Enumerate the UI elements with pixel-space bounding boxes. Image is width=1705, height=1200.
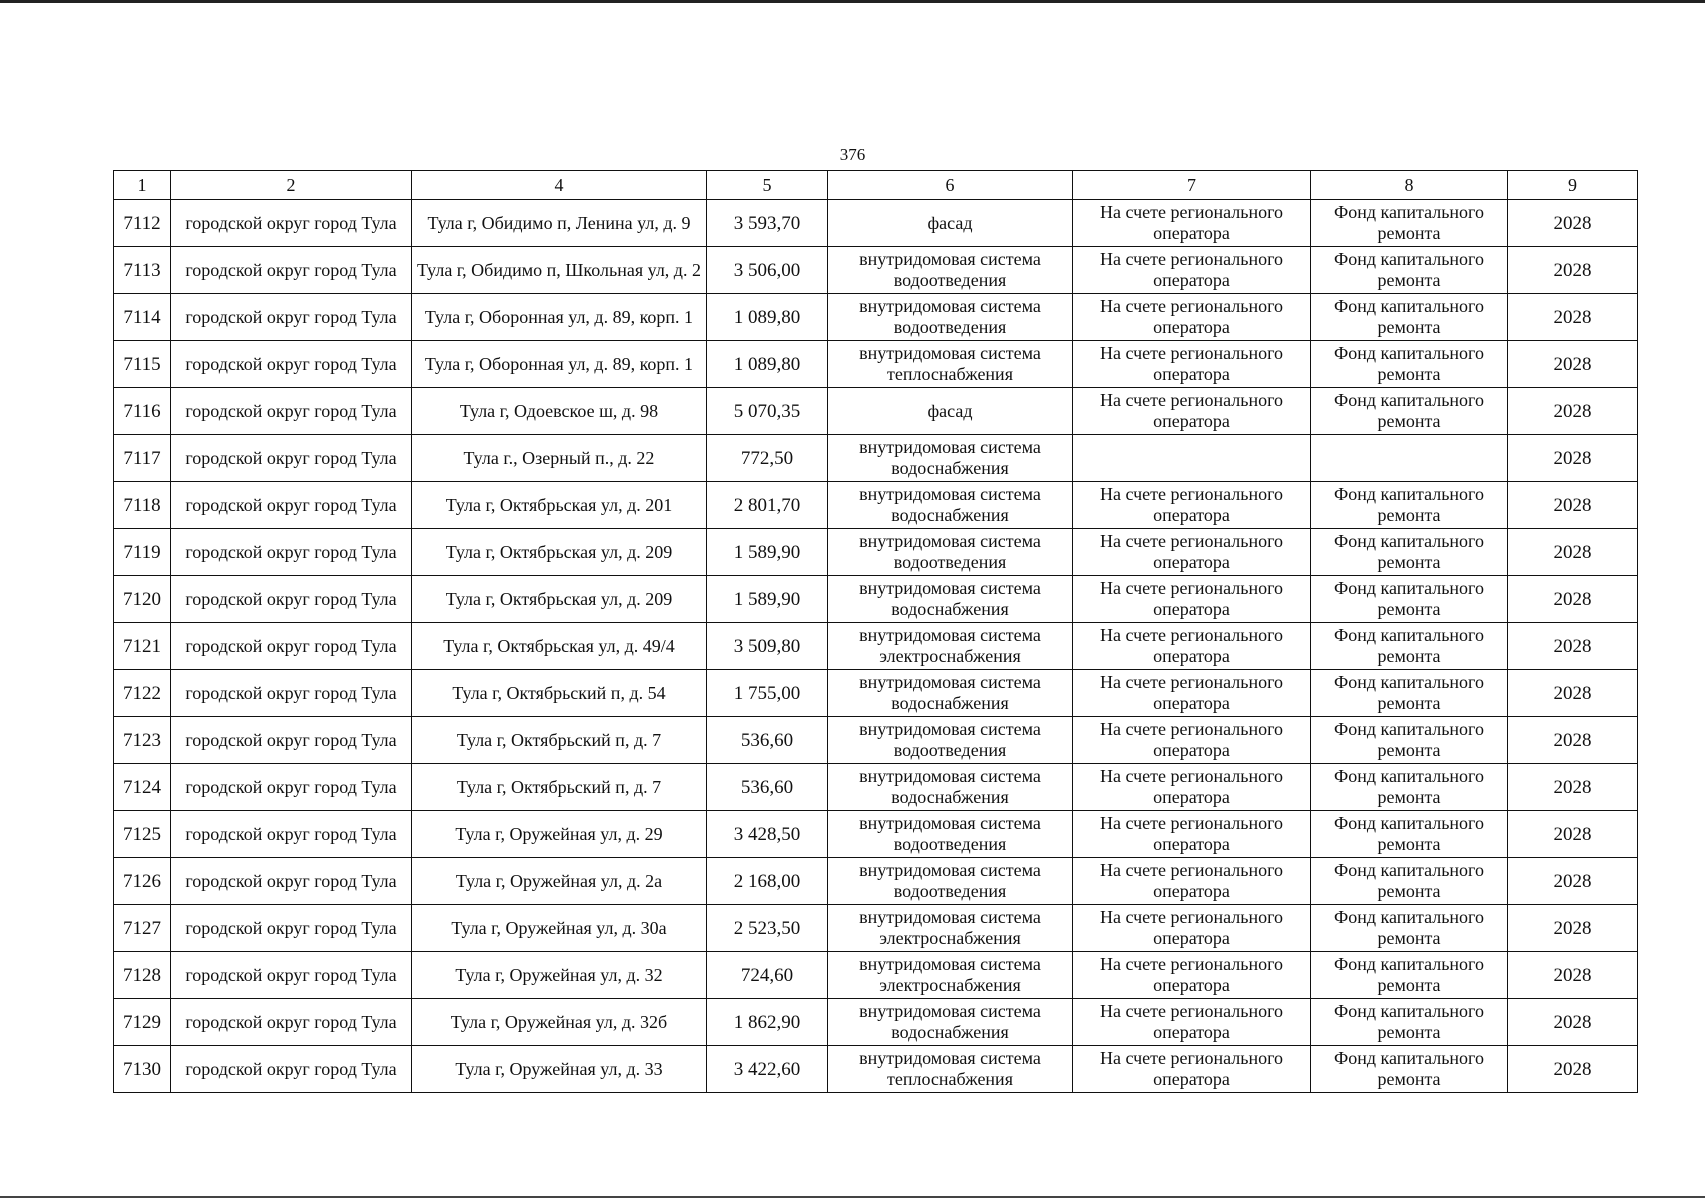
year-cell: 2028: [1508, 670, 1638, 717]
area-cell: 3 509,80: [707, 623, 828, 670]
table-row: [114, 811, 1638, 858]
work-type-cell: внутридомовая система водоснабжения: [828, 999, 1073, 1046]
table-row: [114, 764, 1638, 811]
work-type-cell: внутридомовая система водоотведения: [828, 247, 1073, 294]
area-cell: 1 589,90: [707, 576, 828, 623]
year-cell: 2028: [1508, 435, 1638, 482]
funding-source-cell: Фонд капитального ремонта: [1311, 858, 1508, 905]
work-type-cell: внутридомовая система электроснабжения: [828, 623, 1073, 670]
address-cell: Тула г, Оружейная ул, д. 30а: [412, 905, 707, 952]
municipality-cell: городской округ город Тула: [171, 717, 412, 764]
address-cell: Тула г, Октябрьский п, д. 7: [412, 717, 707, 764]
row-number-cell: 7128: [114, 952, 171, 999]
table-row: [114, 200, 1638, 247]
funding-source-cell: Фонд капитального ремонта: [1311, 999, 1508, 1046]
municipality-cell: городской округ город Тула: [171, 858, 412, 905]
row-number-cell: 7116: [114, 388, 171, 435]
work-type-cell: внутридомовая система водоотведения: [828, 529, 1073, 576]
address-cell: Тула г, Октябрьская ул, д. 201: [412, 482, 707, 529]
municipality-cell: городской округ город Тула: [171, 435, 412, 482]
municipality-cell: городской округ город Тула: [171, 811, 412, 858]
column-header: 9: [1508, 171, 1638, 200]
funds-location-cell: На счете регионального оператора: [1073, 623, 1311, 670]
table-row: [114, 341, 1638, 388]
municipality-cell: городской округ город Тула: [171, 247, 412, 294]
column-header: 8: [1311, 171, 1508, 200]
area-cell: 1 862,90: [707, 999, 828, 1046]
address-cell: Тула г, Одоевское ш, д. 98: [412, 388, 707, 435]
area-cell: 3 593,70: [707, 200, 828, 247]
year-cell: 2028: [1508, 1046, 1638, 1093]
row-number-cell: 7120: [114, 576, 171, 623]
row-number-cell: 7130: [114, 1046, 171, 1093]
column-header: 4: [412, 171, 707, 200]
year-cell: 2028: [1508, 294, 1638, 341]
row-number-cell: 7127: [114, 905, 171, 952]
funds-location-cell: На счете регионального оператора: [1073, 529, 1311, 576]
funding-source-cell: Фонд капитального ремонта: [1311, 811, 1508, 858]
funds-location-cell: На счете регионального оператора: [1073, 764, 1311, 811]
funding-source-cell: Фонд капитального ремонта: [1311, 341, 1508, 388]
area-cell: 724,60: [707, 952, 828, 999]
area-cell: 5 070,35: [707, 388, 828, 435]
work-type-cell: внутридомовая система водоотведения: [828, 811, 1073, 858]
area-cell: 3 506,00: [707, 247, 828, 294]
work-type-cell: внутридомовая система теплоснабжения: [828, 341, 1073, 388]
column-header: 5: [707, 171, 828, 200]
address-cell: Тула г, Оружейная ул, д. 33: [412, 1046, 707, 1093]
year-cell: 2028: [1508, 623, 1638, 670]
municipality-cell: городской округ город Тула: [171, 1046, 412, 1093]
row-number-cell: 7112: [114, 200, 171, 247]
funding-source-cell: Фонд капитального ремонта: [1311, 952, 1508, 999]
work-type-cell: внутридомовая система водоснабжения: [828, 435, 1073, 482]
funds-location-cell: На счете регионального оператора: [1073, 482, 1311, 529]
area-cell: 1 589,90: [707, 529, 828, 576]
year-cell: 2028: [1508, 482, 1638, 529]
funding-source-cell: Фонд капитального ремонта: [1311, 294, 1508, 341]
table-row: [114, 999, 1638, 1046]
work-type-cell: внутридомовая система водоотведения: [828, 294, 1073, 341]
work-type-cell: внутридомовая система водоснабжения: [828, 576, 1073, 623]
funds-location-cell: На счете регионального оператора: [1073, 811, 1311, 858]
area-cell: 2 168,00: [707, 858, 828, 905]
year-cell: 2028: [1508, 952, 1638, 999]
column-header: 7: [1073, 171, 1311, 200]
municipality-cell: городской округ город Тула: [171, 623, 412, 670]
funding-source-cell: Фонд капитального ремонта: [1311, 623, 1508, 670]
area-cell: 3 428,50: [707, 811, 828, 858]
row-number-cell: 7126: [114, 858, 171, 905]
funds-location-cell: На счете регионального оператора: [1073, 388, 1311, 435]
page-number: 376: [839, 145, 866, 164]
row-number-cell: 7121: [114, 623, 171, 670]
work-type-cell: фасад: [828, 200, 1073, 247]
table-body: [114, 200, 1638, 1093]
municipality-cell: городской округ город Тула: [171, 952, 412, 999]
funding-source-cell: Фонд капитального ремонта: [1311, 529, 1508, 576]
funds-location-cell: [1073, 435, 1311, 482]
address-cell: Тула г, Оружейная ул, д. 2а: [412, 858, 707, 905]
funds-location-cell: На счете регионального оператора: [1073, 670, 1311, 717]
funding-source-cell: [1311, 435, 1508, 482]
row-number-cell: 7123: [114, 717, 171, 764]
funds-location-cell: На счете регионального оператора: [1073, 294, 1311, 341]
address-cell: Тула г, Обидимо п, Ленина ул, д. 9: [412, 200, 707, 247]
address-cell: Тула г, Октябрьская ул, д. 209: [412, 576, 707, 623]
funding-source-cell: Фонд капитального ремонта: [1311, 670, 1508, 717]
address-cell: Тула г, Октябрьский п, д. 7: [412, 764, 707, 811]
address-cell: Тула г, Октябрьская ул, д. 49/4: [412, 623, 707, 670]
area-cell: 1 089,80: [707, 294, 828, 341]
row-number-cell: 7124: [114, 764, 171, 811]
table-row: [114, 482, 1638, 529]
table-row: [114, 388, 1638, 435]
address-cell: Тула г, Октябрьский п, д. 54: [412, 670, 707, 717]
funds-location-cell: На счете регионального оператора: [1073, 200, 1311, 247]
year-cell: 2028: [1508, 717, 1638, 764]
municipality-cell: городской округ город Тула: [171, 764, 412, 811]
table-row: [114, 1046, 1638, 1093]
table-row: [114, 623, 1638, 670]
column-header: 6: [828, 171, 1073, 200]
funds-location-cell: На счете регионального оператора: [1073, 247, 1311, 294]
area-cell: 1 089,80: [707, 341, 828, 388]
municipality-cell: городской округ город Тула: [171, 670, 412, 717]
row-number-cell: 7118: [114, 482, 171, 529]
area-cell: 536,60: [707, 764, 828, 811]
funds-location-cell: На счете регионального оператора: [1073, 1046, 1311, 1093]
funds-location-cell: На счете регионального оператора: [1073, 858, 1311, 905]
address-cell: Тула г, Октябрьская ул, д. 209: [412, 529, 707, 576]
year-cell: 2028: [1508, 247, 1638, 294]
row-number-cell: 7129: [114, 999, 171, 1046]
year-cell: 2028: [1508, 858, 1638, 905]
work-type-cell: внутридомовая система водоснабжения: [828, 482, 1073, 529]
municipality-cell: городской округ город Тула: [171, 529, 412, 576]
year-cell: 2028: [1508, 341, 1638, 388]
year-cell: 2028: [1508, 529, 1638, 576]
work-type-cell: внутридомовая система электроснабжения: [828, 905, 1073, 952]
year-cell: 2028: [1508, 764, 1638, 811]
municipality-cell: городской округ город Тула: [171, 341, 412, 388]
table-row: [114, 529, 1638, 576]
table-row: [114, 858, 1638, 905]
year-cell: 2028: [1508, 200, 1638, 247]
work-type-cell: внутридомовая система водоотведения: [828, 858, 1073, 905]
funding-source-cell: Фонд капитального ремонта: [1311, 482, 1508, 529]
repair-register-table: [113, 170, 1638, 1093]
address-cell: Тула г, Оружейная ул, д. 32: [412, 952, 707, 999]
funds-location-cell: На счете регионального оператора: [1073, 905, 1311, 952]
funds-location-cell: На счете регионального оператора: [1073, 341, 1311, 388]
table-row: [114, 294, 1638, 341]
row-number-cell: 7119: [114, 529, 171, 576]
area-cell: 1 755,00: [707, 670, 828, 717]
table-row: [114, 952, 1638, 999]
funding-source-cell: Фонд капитального ремонта: [1311, 247, 1508, 294]
area-cell: 772,50: [707, 435, 828, 482]
municipality-cell: городской округ город Тула: [171, 905, 412, 952]
year-cell: 2028: [1508, 388, 1638, 435]
year-cell: 2028: [1508, 905, 1638, 952]
area-cell: 536,60: [707, 717, 828, 764]
funds-location-cell: На счете регионального оператора: [1073, 717, 1311, 764]
work-type-cell: внутридомовая система электроснабжения: [828, 952, 1073, 999]
funds-location-cell: На счете регионального оператора: [1073, 952, 1311, 999]
address-cell: Тула г., Озерный п., д. 22: [412, 435, 707, 482]
row-number-cell: 7122: [114, 670, 171, 717]
year-cell: 2028: [1508, 576, 1638, 623]
work-type-cell: фасад: [828, 388, 1073, 435]
address-cell: Тула г, Оборонная ул, д. 89, корп. 1: [412, 294, 707, 341]
table-row: [114, 576, 1638, 623]
column-header: 2: [171, 171, 412, 200]
municipality-cell: городской округ город Тула: [171, 482, 412, 529]
funding-source-cell: Фонд капитального ремонта: [1311, 200, 1508, 247]
funds-location-cell: На счете регионального оператора: [1073, 999, 1311, 1046]
area-cell: 2 523,50: [707, 905, 828, 952]
year-cell: 2028: [1508, 999, 1638, 1046]
row-number-cell: 7115: [114, 341, 171, 388]
column-header: 1: [114, 171, 171, 200]
municipality-cell: городской округ город Тула: [171, 576, 412, 623]
area-cell: 3 422,60: [707, 1046, 828, 1093]
funding-source-cell: Фонд капитального ремонта: [1311, 905, 1508, 952]
row-number-cell: 7113: [114, 247, 171, 294]
year-cell: 2028: [1508, 811, 1638, 858]
funding-source-cell: Фонд капитального ремонта: [1311, 764, 1508, 811]
table-row: [114, 905, 1638, 952]
table-row: [114, 670, 1638, 717]
address-cell: Тула г, Оружейная ул, д. 29: [412, 811, 707, 858]
funding-source-cell: Фонд капитального ремонта: [1311, 388, 1508, 435]
row-number-cell: 7117: [114, 435, 171, 482]
top-border-line: [0, 0, 1705, 3]
funding-source-cell: Фонд капитального ремонта: [1311, 1046, 1508, 1093]
column-number-header-row: [114, 171, 1638, 200]
row-number-cell: 7125: [114, 811, 171, 858]
address-cell: Тула г, Обидимо п, Школьная ул, д. 2: [412, 247, 707, 294]
work-type-cell: внутридомовая система водоотведения: [828, 717, 1073, 764]
work-type-cell: внутридомовая система теплоснабжения: [828, 1046, 1073, 1093]
funding-source-cell: Фонд капитального ремонта: [1311, 717, 1508, 764]
table-row: [114, 247, 1638, 294]
area-cell: 2 801,70: [707, 482, 828, 529]
address-cell: Тула г, Оружейная ул, д. 32б: [412, 999, 707, 1046]
table-row: [114, 717, 1638, 764]
work-type-cell: внутридомовая система водоснабжения: [828, 764, 1073, 811]
municipality-cell: городской округ город Тула: [171, 294, 412, 341]
municipality-cell: городской округ город Тула: [171, 999, 412, 1046]
work-type-cell: внутридомовая система водоснабжения: [828, 670, 1073, 717]
address-cell: Тула г, Оборонная ул, д. 89, корп. 1: [412, 341, 707, 388]
table-row: [114, 435, 1638, 482]
bottom-border-line: [0, 1196, 1705, 1198]
municipality-cell: городской округ город Тула: [171, 200, 412, 247]
funding-source-cell: Фонд капитального ремонта: [1311, 576, 1508, 623]
row-number-cell: 7114: [114, 294, 171, 341]
funds-location-cell: На счете регионального оператора: [1073, 576, 1311, 623]
municipality-cell: городской округ город Тула: [171, 388, 412, 435]
